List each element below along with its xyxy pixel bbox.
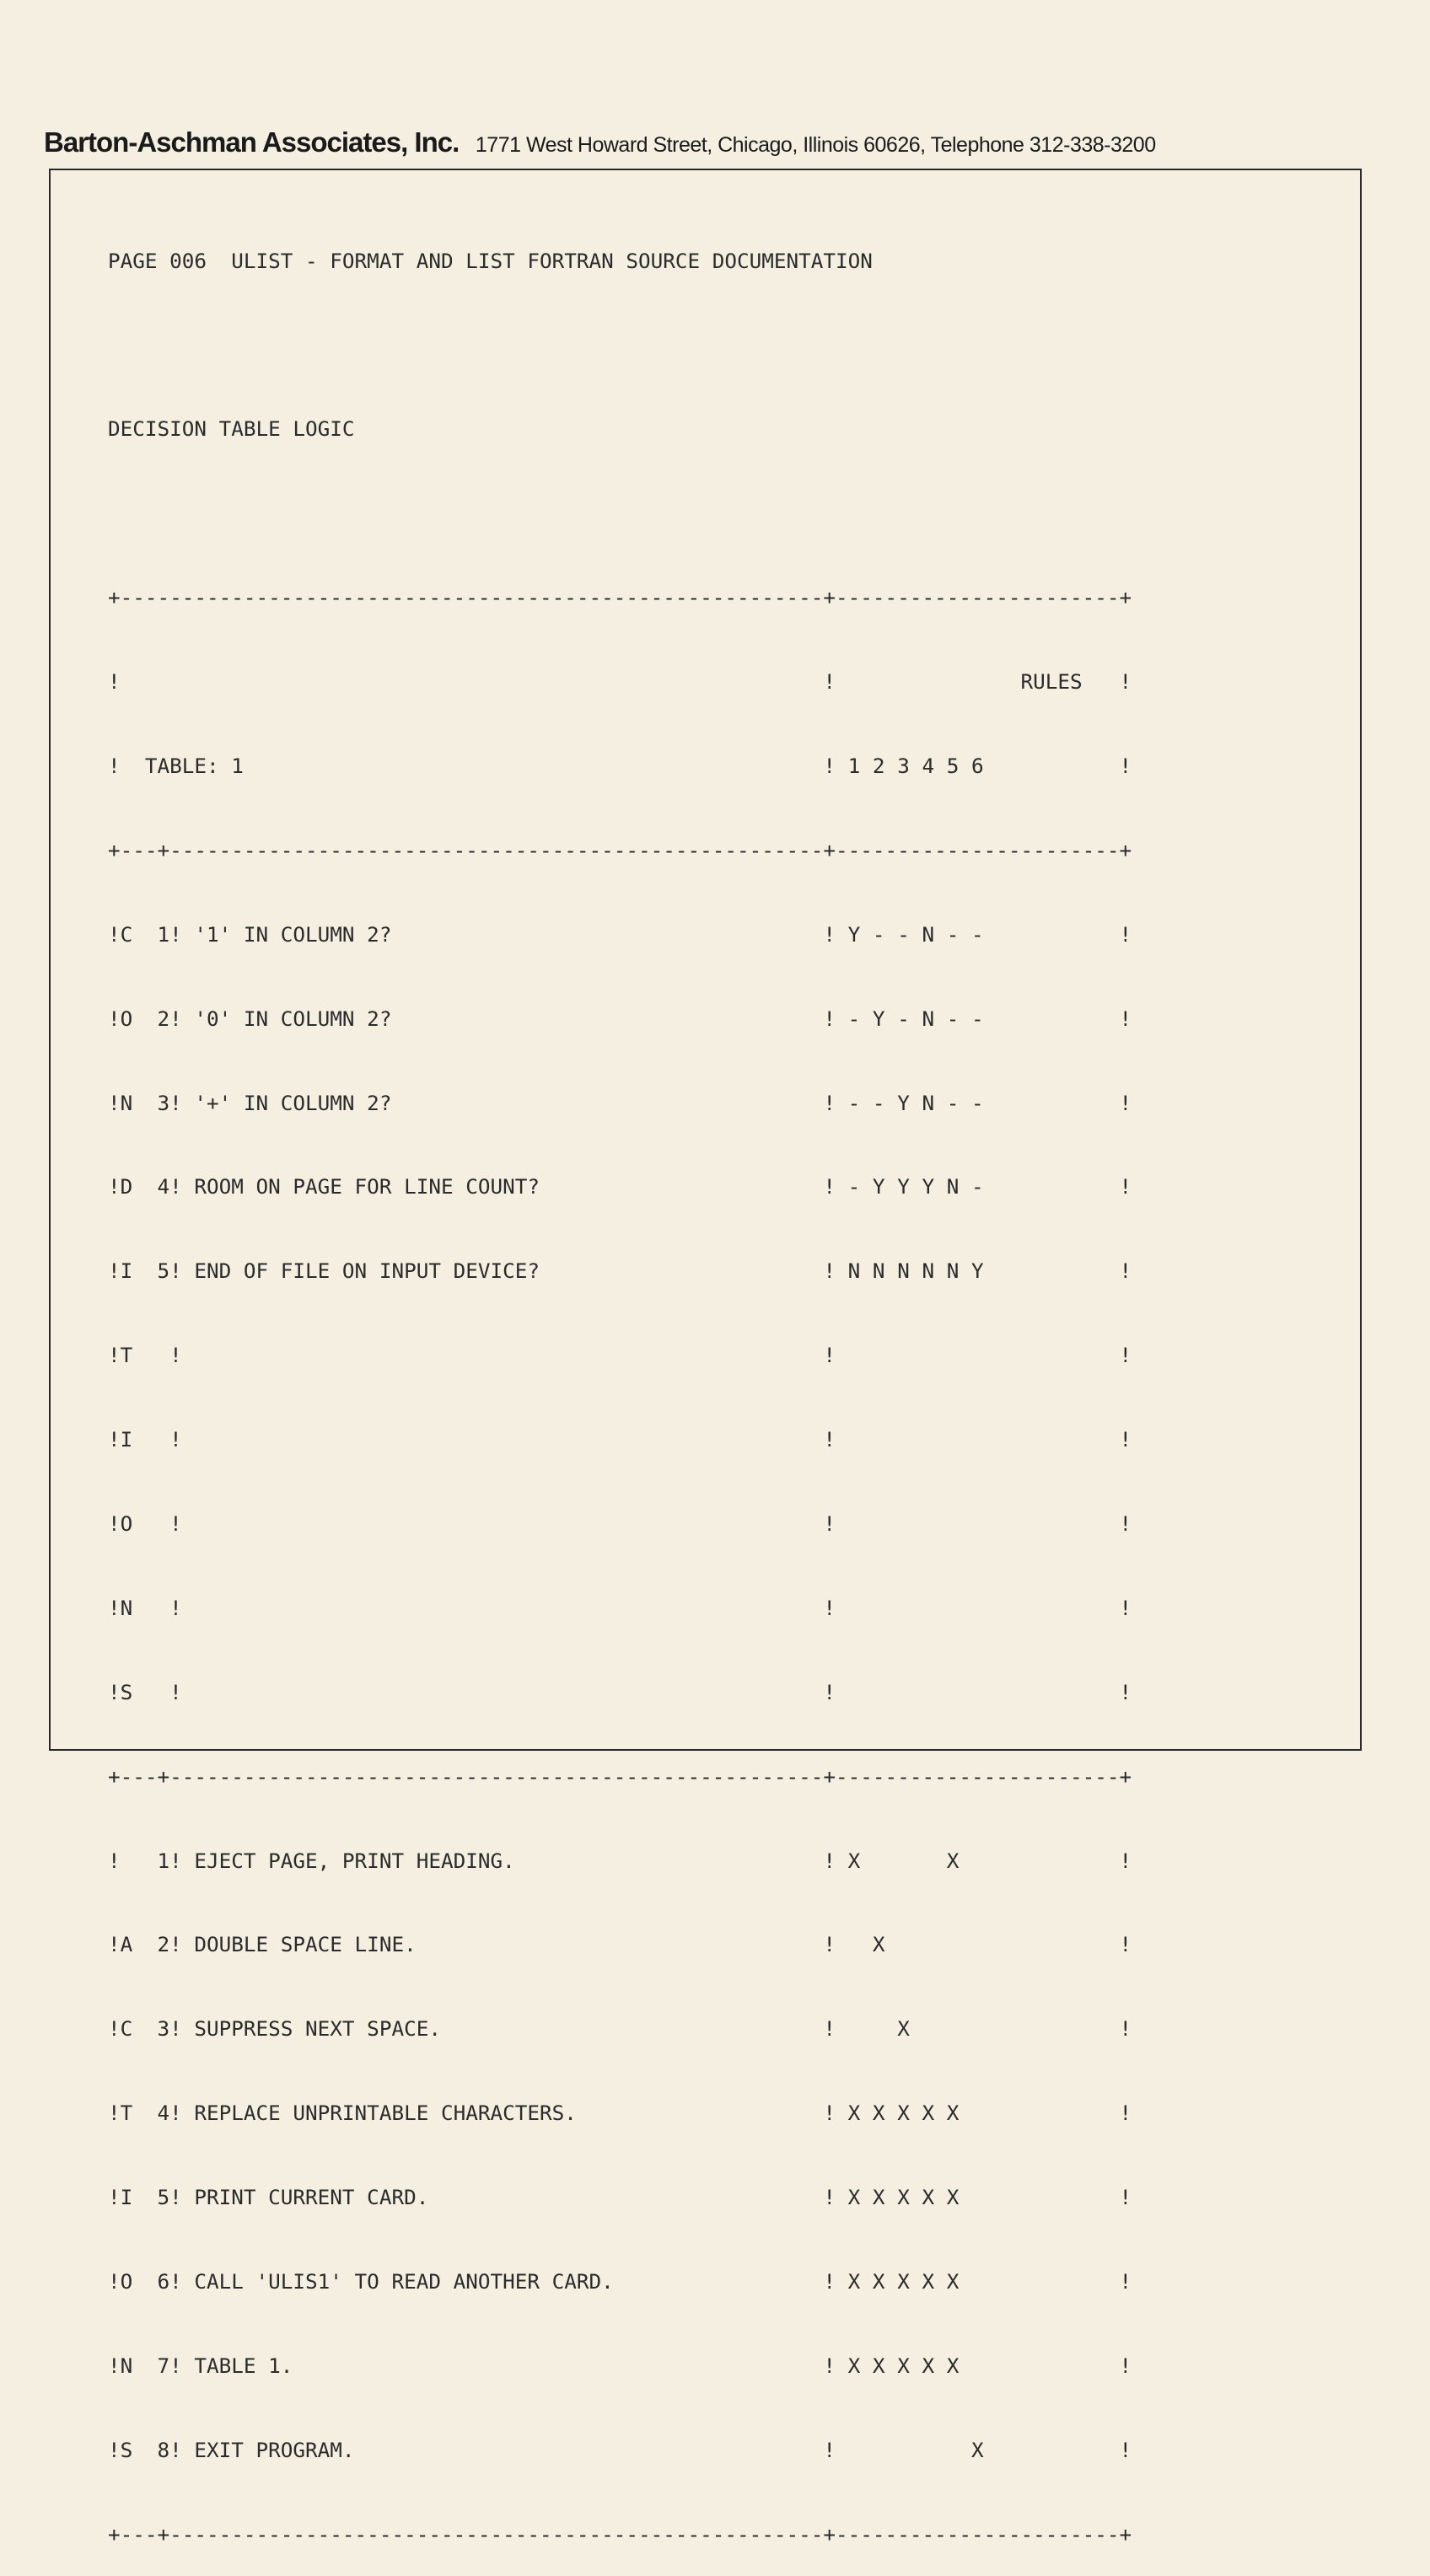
spacer [108,330,1339,358]
condition-row: !I 5! END OF FILE ON INPUT DEVICE? ! N N N N N Y ! [108,1258,1132,1284]
action-row: !C 3! SUPPRESS NEXT SPACE. ! X ! [108,2016,1132,2042]
table-header-row: ! TABLE: 1 ! 1 2 3 4 5 6 ! [108,753,1132,778]
condition-row: !T ! ! ! [108,1343,1132,1368]
section-title: DECISION TABLE LOGIC [108,416,355,442]
action-row: !N 7! TABLE 1. ! X X X X X ! [108,2353,1132,2378]
action-row: !I 5! PRINT CURRENT CARD. ! X X X X X ! [108,2185,1132,2210]
condition-row: !S ! ! ! [108,1679,1132,1704]
company-address: 1771 West Howard Street, Chicago, Illinois 60626, Telephone 312-338-3200 [475,133,1156,157]
condition-row: !C 1! '1' IN COLUMN 2? ! Y - - N - - ! [108,921,1132,947]
action-row: !O 6! CALL 'ULIS1' TO READ ANOTHER CARD. ! X X X X X ! [108,2268,1132,2294]
printout-listing [108,191,1339,2546]
page-heading: PAGE 006 ULIST - FORMAT AND LIST FORTRAN SOURCE DOCUMENTATION [108,248,873,273]
table-border: +---+-----------------------------------------------------+-----------------------+ [108,1763,1132,1789]
table-border: +---+-----------------------------------------------------+-----------------------+ [108,2521,1132,2546]
condition-row: !N ! ! ! [108,1595,1132,1620]
condition-row: !O 2! '0' IN COLUMN 2? ! - Y - N - - ! [108,1006,1132,1031]
condition-row: !I ! ! ! [108,1427,1132,1452]
company-name: Barton-Aschman Associates, Inc. [44,126,460,158]
action-row: !S 8! EXIT PROGRAM. ! X ! [108,2437,1132,2462]
condition-row: !N 3! '+' IN COLUMN 2? ! - - Y N - - ! [108,1090,1132,1115]
spacer [108,499,1339,527]
condition-row: !O ! ! ! [108,1511,1132,1536]
action-row: !A 2! DOUBLE SPACE LINE. ! X ! [108,1932,1132,1957]
action-row: !T 4! REPLACE UNPRINTABLE CHARACTERS. ! X X X X X ! [108,2101,1132,2126]
condition-row: !D 4! ROOM ON PAGE FOR LINE COUNT? ! - Y Y Y N - ! [108,1174,1132,1199]
table-border: +---+-----------------------------------------------------+-----------------------+ [108,837,1132,862]
table-header-row: ! ! RULES ! [108,669,1132,695]
letterhead [44,126,1393,165]
table-border: +---------------------------------------------------------+-----------------------+ [108,585,1132,610]
action-row: ! 1! EJECT PAGE, PRINT HEADING. ! X X ! [108,1848,1132,1873]
